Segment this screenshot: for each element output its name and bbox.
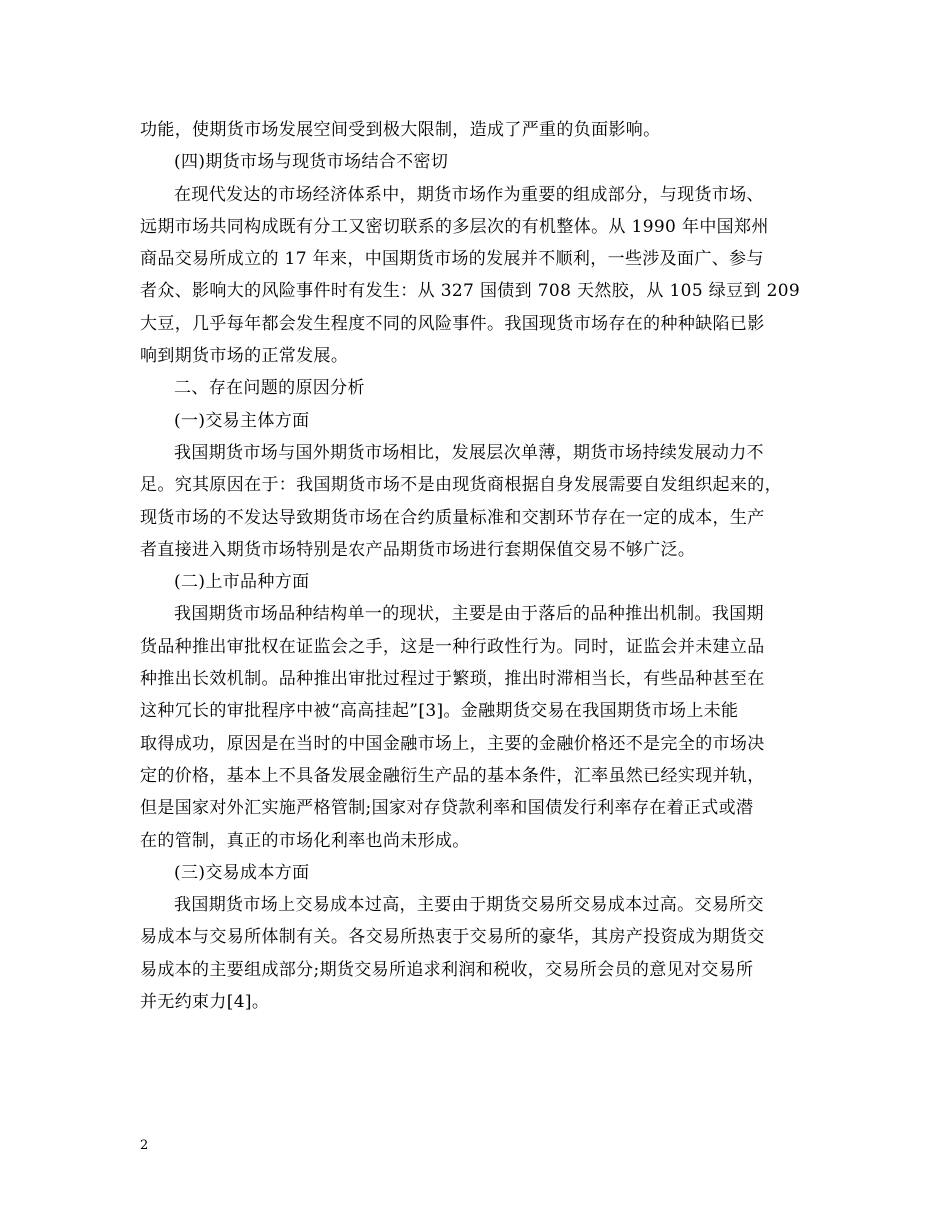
text-line: 易成本与交易所体制有关。各交易所热衷于交易所的豪华，其房产投资成为期货交	[140, 927, 765, 948]
text-line: (四)期货市场与现货市场结合不密切	[174, 152, 449, 173]
text-line: 并无约束力[4]。	[140, 992, 270, 1013]
text-line: 大豆，几乎每年都会发生程度不同的风险事件。我国现货市场存在的种种缺陷已影	[140, 313, 765, 334]
text-line: (三)交易成本方面	[174, 862, 310, 883]
text-line: 者众、影响大的风险事件时有发生：从 327 国债到 708 天然胶，从 105 绿豆到 209	[140, 281, 801, 302]
text-line: 现货市场的不发达导致期货市场在合约质量标准和交割环节存在一定的成本，生产	[140, 507, 765, 528]
text-line: 我国期货市场品种结构单一的现状，主要是由于落后的品种推出机制。我国期	[174, 604, 764, 625]
text-line: 易成本的主要组成部分;期货交易所追求利润和税收，交易所会员的意见对交易所	[140, 959, 754, 980]
text-line: (二)上市品种方面	[174, 572, 310, 593]
text-line: 足。究其原因在于：我国期货市场不是由现货商根据自身发展需要自发组织起来的，	[140, 475, 782, 496]
text-line: 取得成功，原因是在当时的中国金融市场上，主要的金融价格还不是完全的市场决	[140, 733, 765, 754]
page-number: 2	[140, 1138, 149, 1153]
text-line: 但是国家对外汇实施严格管制;国家对存贷款利率和国债发行利率存在着正式或潜	[140, 798, 754, 819]
text-line: 商品交易所成立的 17 年来，中国期货市场的发展并不顺利，一些涉及面广、参与	[140, 249, 764, 270]
text-line: 远期市场共同构成既有分工又密切联系的多层次的有机整体。从 1990 年中国郑州	[140, 216, 769, 237]
text-line: 种推出长效机制。品种推出审批过程过于繁琐，推出时滞相当长，有些品种甚至在	[140, 669, 765, 690]
text-line: 功能，使期货市场发展空间受到极大限制，造成了严重的负面影响。	[140, 120, 661, 140]
text-line: 者直接进入期货市场特别是农产品期货市场进行套期保值交易不够广泛。	[140, 539, 696, 560]
text-line: 我国期货市场上交易成本过高，主要由于期货交易所交易成本过高。交易所交	[174, 895, 764, 916]
text-line: 在现代发达的市场经济体系中，期货市场作为重要的组成部分，与现货市场、	[174, 184, 764, 205]
text-line: 货品种推出审批权在证监会之手，这是一种行政性行为。同时，证监会并未建立品	[140, 636, 765, 657]
text-line: 这种冗长的审批程序中被“高高挂起”[3]。金融期货交易在我国期货市场上未能	[140, 701, 739, 722]
text-line: 我国期货市场与国外期货市场相比，发展层次单薄，期货市场持续发展动力不	[174, 442, 764, 463]
text-line: (一)交易主体方面	[174, 410, 310, 431]
text-line: 在的管制，真正的市场化利率也尚未形成。	[140, 830, 470, 851]
text-line: 响到期货市场的正常发展。	[140, 346, 349, 367]
text-line: 定的价格，基本上不具备发展金融衍生产品的基本条件，汇率虽然已经实现并轨，	[140, 765, 765, 786]
text-line: 二、存在问题的原因分析	[174, 378, 365, 399]
document-body	[140, 114, 815, 1018]
